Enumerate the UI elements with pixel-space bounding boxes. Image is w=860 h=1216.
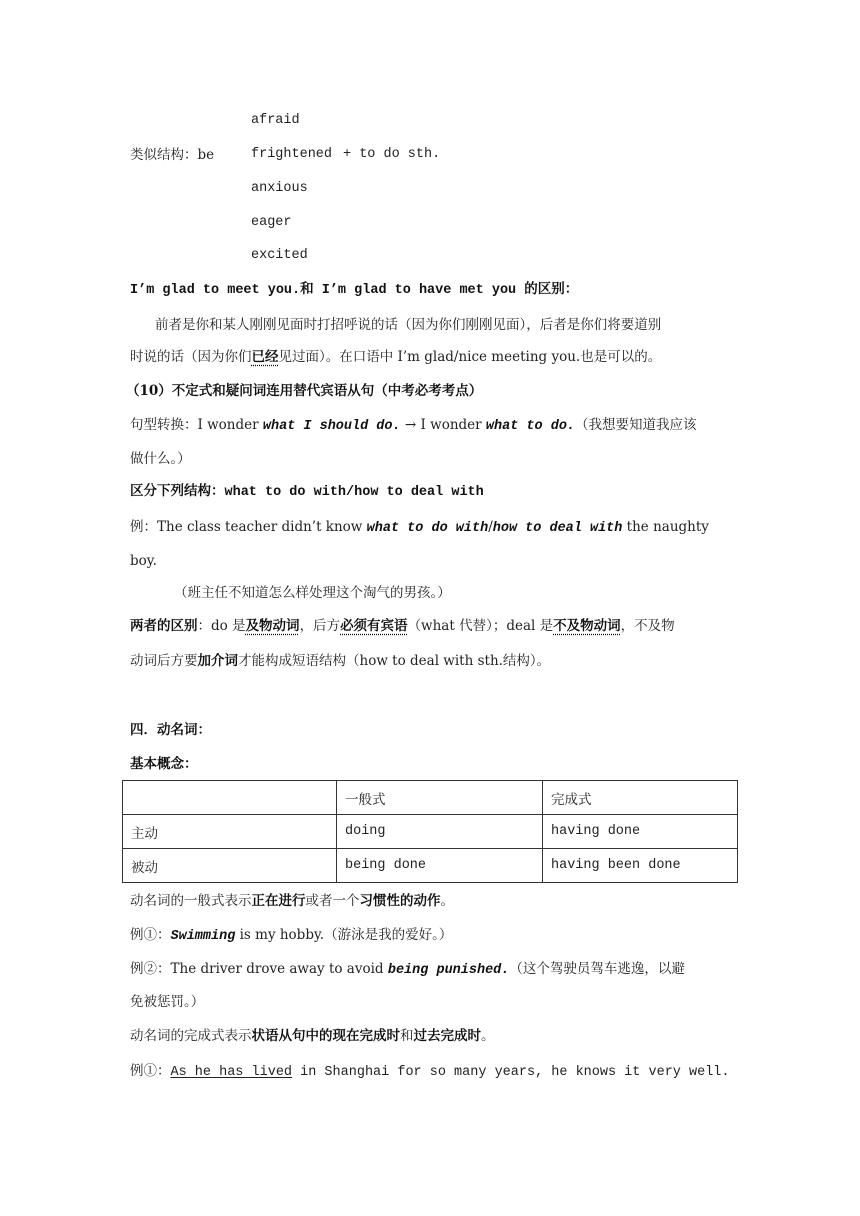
example-perfect-1: 例①：As he has lived in Shanghai for so many years, he knows it very well.	[130, 1063, 730, 1080]
perfect-form-line: 动名词的完成式表示状语从句中的现在完成时和过去完成时。	[130, 1028, 495, 1044]
example-general-2-line1: 例②：The driver drove away to avoid being punished.（这个驾驶员驾车逃逸，以避	[130, 961, 685, 978]
difference-line1: 两者的区别：do 是及物动词，后方必须有宾语（what 代替）；deal 是不及物动词，不及物	[130, 618, 675, 634]
table-header-cell: 完成式	[543, 781, 738, 815]
word-excited: excited	[251, 248, 308, 263]
table-cell: having done	[543, 815, 738, 849]
example1-line2: boy.	[130, 553, 157, 569]
example1-translation: （班主任不知道怎么样处理这个淘气的男孩。）	[174, 585, 451, 601]
basic-concept-label: 基本概念：	[130, 756, 198, 772]
similar-structure-label: 类似结构：be	[130, 147, 215, 163]
glad-heading: I’m glad to meet you.和 I’m glad to have met you 的区别：	[130, 283, 579, 298]
table-header-cell	[123, 781, 337, 815]
transform-line2: 做什么。）	[130, 451, 191, 467]
word-afraid: afraid	[251, 113, 300, 128]
general-form-line: 动名词的一般式表示正在进行或者一个习惯性的动作。	[130, 893, 454, 909]
difference-line2: 动词后方要加介词才能构成短语结构（how to deal with sth.结构）。	[130, 653, 551, 669]
example1-line1: 例：The class teacher didn’t know what to do with/how to deal with the naughty	[130, 519, 709, 536]
glad-explain-line2: 时说的话（因为你们已经见过面）。在口语中 I’m glad/nice meeting you.也是可以的。	[130, 349, 662, 365]
table-row	[123, 815, 738, 849]
glad-explain-line1: 前者是你和某人刚刚见面时打招呼说的话（因为你们刚刚见面），后者是你们将要道别	[155, 317, 662, 333]
word-frightened: frightened	[251, 147, 333, 162]
already-emphasis: 已经	[251, 349, 279, 365]
table-header-cell: 一般式	[337, 781, 543, 815]
example-general-2-line2: 免被惩罚。）	[130, 994, 205, 1010]
to-do-suffix: + to do sth.	[343, 147, 441, 162]
word-eager: eager	[251, 215, 292, 230]
table-header-row	[123, 781, 738, 815]
table-cell: having been done	[543, 849, 738, 883]
table-cell: 被动	[123, 849, 337, 883]
table-cell: 主动	[123, 815, 337, 849]
example-general-1: 例①：Swimming is my hobby.（游泳是我的爱好。）	[130, 927, 453, 944]
transform-line1: 句型转换：I wonder what I should do. → I wonder what to do.（我想要知道我应该	[130, 417, 697, 434]
section-10-title: （10）不定式和疑问词连用替代宾语从句（中考必考考点）	[126, 383, 483, 399]
table-cell: being done	[337, 849, 543, 883]
gerund-forms-table	[122, 780, 738, 883]
distinguish-heading: 区分下列结构：what to do with/how to deal with	[130, 485, 484, 500]
table-row	[123, 849, 738, 883]
table-cell: doing	[337, 815, 543, 849]
section-4-title: 四．动名词：	[130, 722, 211, 738]
word-anxious: anxious	[251, 181, 308, 196]
